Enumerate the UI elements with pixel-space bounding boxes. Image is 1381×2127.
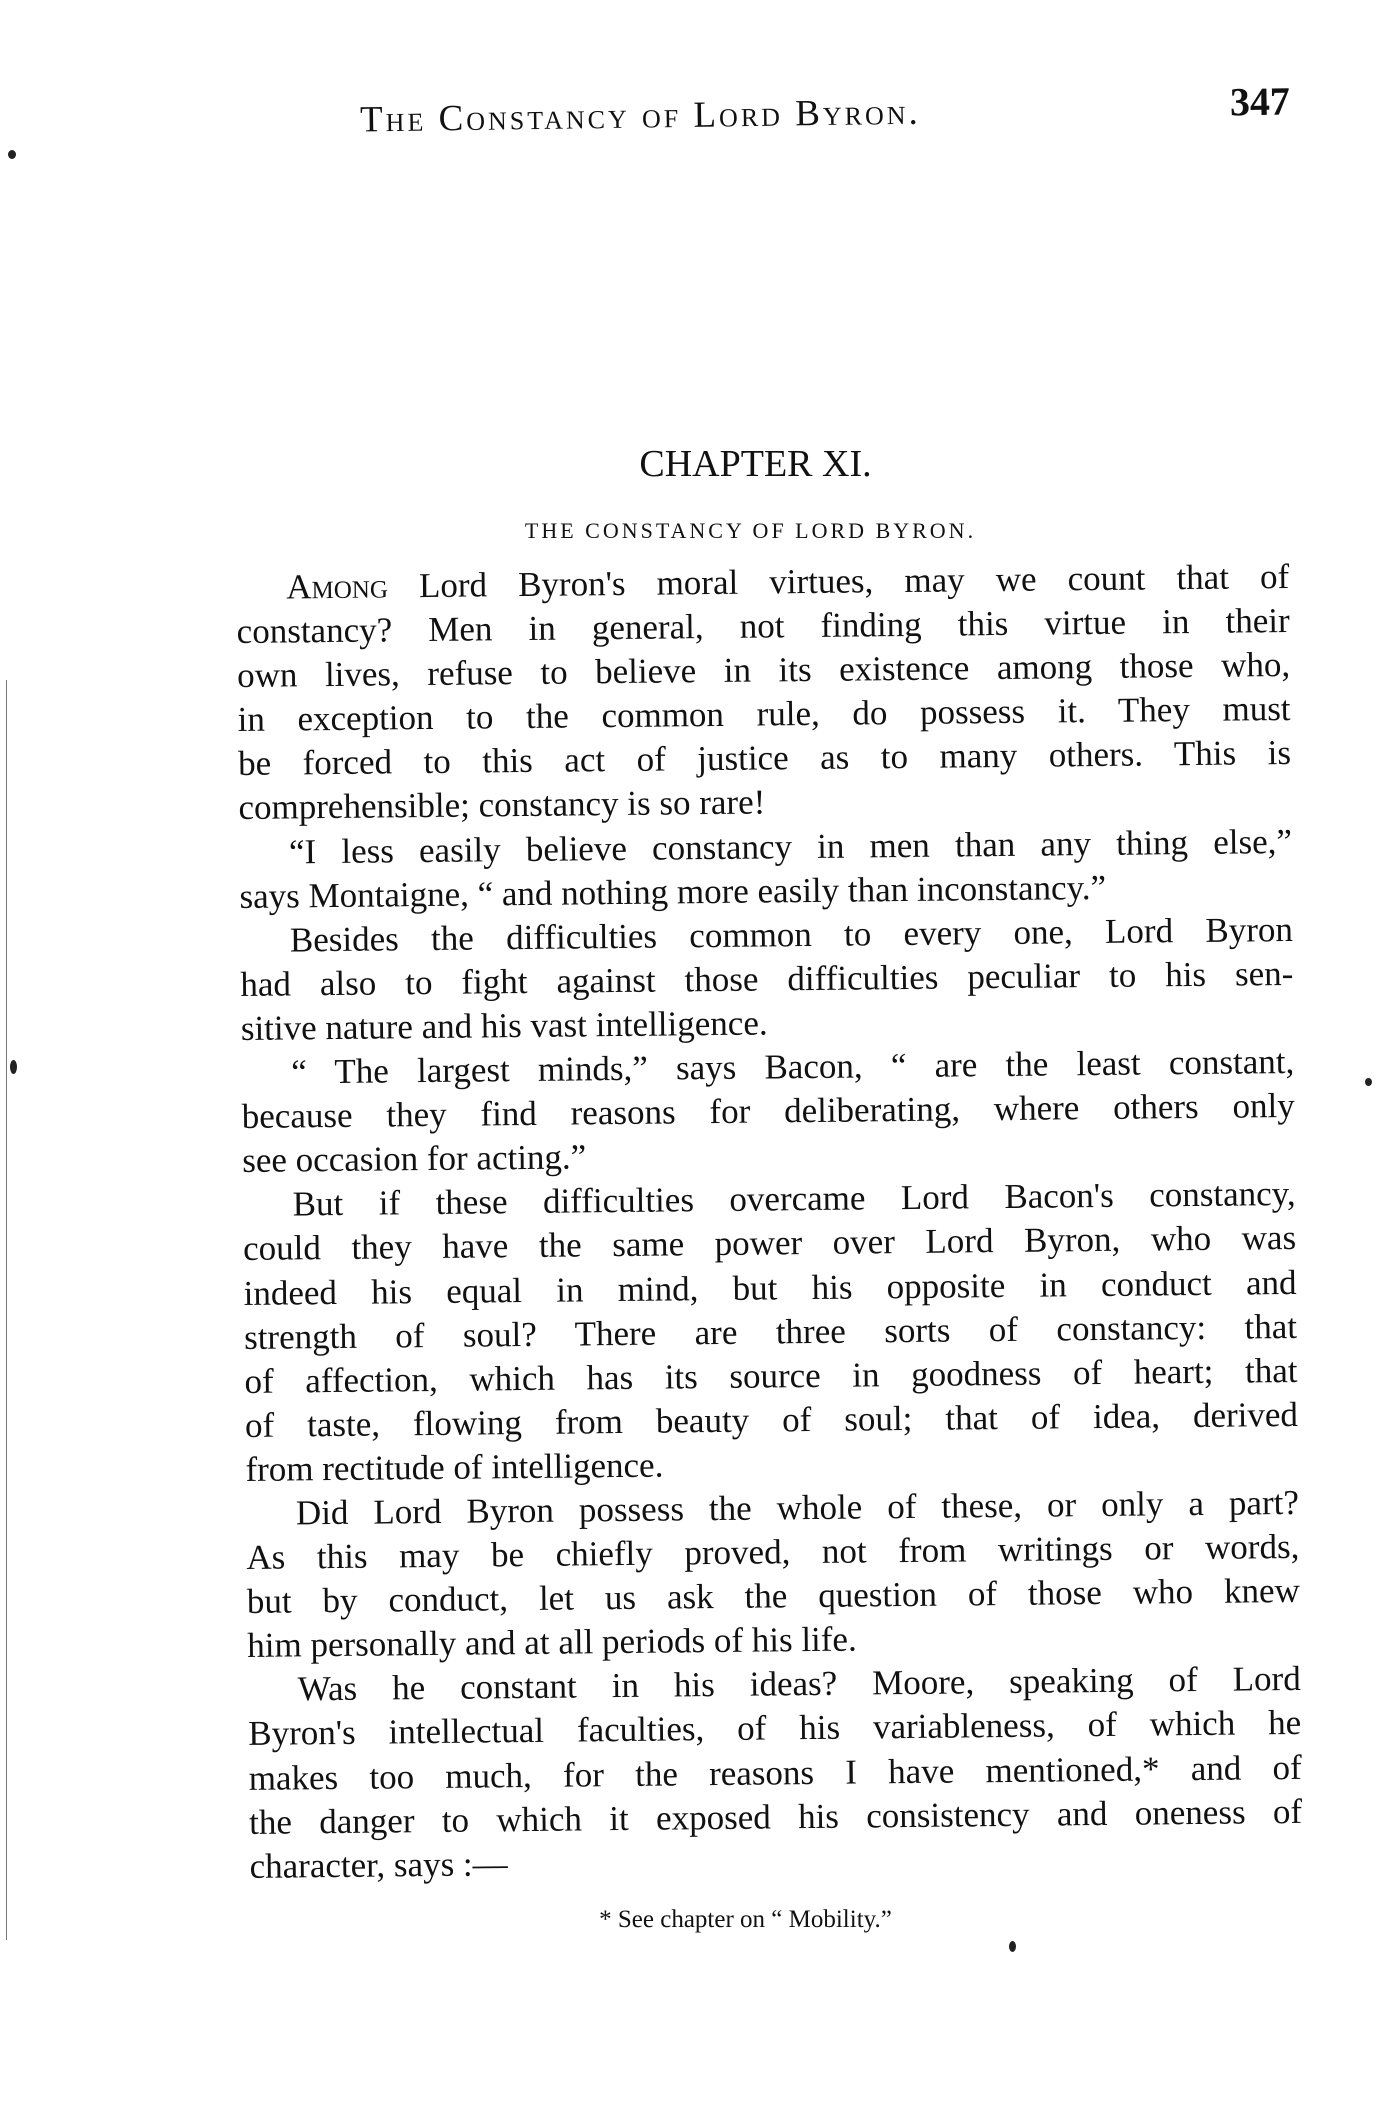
line-text: see occasion for acting.”	[242, 1137, 587, 1181]
paragraph	[236, 555, 1292, 831]
line-text: of taste, flowing from beauty of soul; that of idea, derived	[244, 1394, 1299, 1445]
scan-speck	[1009, 1941, 1016, 1952]
chapter-title: THE CONSTANCY OF LORD BYRON.	[524, 518, 977, 543]
lead-word: Among	[286, 566, 389, 607]
scan-speck	[1365, 1078, 1372, 1086]
line-text: own lives, refuse to believe in its existence among those who,	[236, 645, 1291, 696]
paragraph	[246, 1481, 1301, 1668]
line-text: could they have the same power over Lord Byron, who was	[242, 1218, 1297, 1269]
line-text: indeed his equal in mind, but his opposite in conduct and	[243, 1262, 1297, 1313]
line-text: “ The largest minds,” says Bacon, “ are the least constant,	[291, 1041, 1295, 1092]
line-text: Besides the difficulties common to every one, Lord Byron	[289, 909, 1294, 960]
paragraph	[240, 908, 1294, 1051]
line-text: had also to fight against those difficulties peculiar to his sen-	[240, 953, 1294, 1004]
line-text: sitive nature and his vast intelligence.	[240, 1003, 768, 1048]
paragraph	[239, 820, 1293, 919]
line-text: Lord Byron's moral virtues, may we count that of	[387, 556, 1290, 606]
line-text: in exception to the common rule, do possess it. They must	[237, 689, 1291, 740]
line-text: makes too much, for the reasons I have mentioned,* and of	[248, 1747, 1302, 1798]
line-text: Was he constant in his ideas? Moore, speaking of Lord	[297, 1659, 1301, 1709]
footnote: * See chapter on “ Mobility.”	[599, 1906, 892, 1933]
line-text: him personally and at all periods of his life.	[247, 1619, 857, 1666]
running-header	[359, 78, 1291, 142]
line-text: comprehensible; constancy is so rare!	[238, 782, 766, 828]
paragraph	[241, 1040, 1295, 1183]
line-text: “I less easily believe constancy in men than any thing else,”	[288, 821, 1293, 872]
line-text: because they find reasons for deliberating, where others only	[241, 1086, 1295, 1137]
paragraph	[248, 1657, 1303, 1888]
scan-speck	[10, 1060, 17, 1074]
line-text: the danger to which it exposed his consistency and oneness of	[248, 1791, 1303, 1842]
line-text: be forced to this act of justice as to many others. This is	[237, 733, 1292, 784]
line-text: constancy? Men in general, not finding this virtue in their	[236, 601, 1290, 652]
running-title: The Constancy of Lord Byron.	[359, 91, 922, 141]
line-text: of affection, which has its source in goodness of heart; that	[244, 1350, 1298, 1401]
scan-speck	[8, 150, 16, 159]
chapter-number: CHAPTER XI.	[639, 443, 872, 485]
line-text: says Montaigne, “ and nothing more easily than inconstancy.”	[239, 867, 1107, 916]
line-text: from rectitude of intelligence.	[245, 1445, 664, 1489]
paragraph	[242, 1172, 1298, 1492]
page-number: 347	[1229, 78, 1291, 125]
line-text: As this may be chiefly proved, not from writings or words,	[246, 1526, 1300, 1578]
line-text: Did Lord Byron possess the whole of these, or only a part?	[295, 1482, 1300, 1533]
scan-margin-edge	[6, 680, 7, 1940]
line-text: strength of soul? There are three sorts of constancy: that	[243, 1306, 1298, 1357]
line-text: but by conduct, let us ask the question of those who knew	[246, 1571, 1300, 1622]
body-text	[236, 555, 1303, 1889]
line-text: Byron's intellectual faculties, of his variableness, of which he	[248, 1703, 1302, 1754]
line-text: But if these difficulties overcame Lord Bacon's constancy,	[292, 1174, 1296, 1224]
line-text: character, says :—	[249, 1843, 508, 1886]
